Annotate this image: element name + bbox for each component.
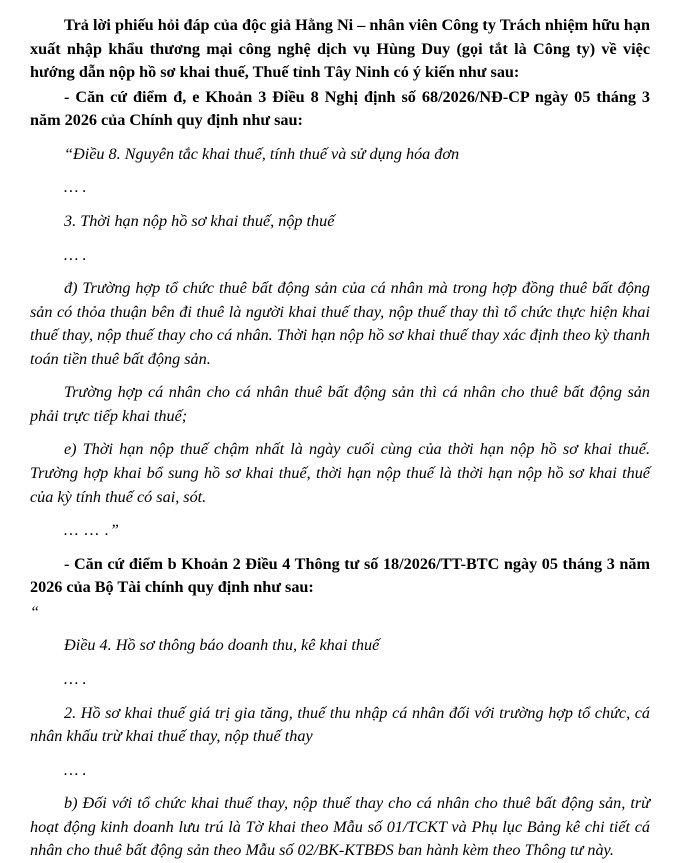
- paragraph-quote-article-8: “Điều 8. Nguyên tắc khai thuế, tính thuế và sử dụng hóa đơn: [64, 144, 460, 163]
- paragraph-clause-3: 3. Thời hạn nộp hồ sơ khai thuế, nộp thuế: [64, 211, 335, 230]
- paragraph-legal-basis-1: - Căn cứ điểm đ, e Khoản 3 Điều 8 Nghị định số 68/2026/NĐ-CP ngày 05 tháng 3 năm 2026 của Chính quy định như sau:: [30, 87, 650, 130]
- paragraph-ellipsis-1: … .: [64, 178, 87, 197]
- paragraph-quote-article-4: Điều 4. Hồ sơ thông báo doanh thu, kê khai thuế: [64, 636, 380, 655]
- paragraph-quote-open: “: [30, 602, 40, 621]
- paragraph-intro: Trả lời phiếu hỏi đáp của độc giả Hằng Ni – nhân viên Công ty Trách nhiệm hữu hạn xuất nhập khẩu thương mại công nghệ dịch vụ Hùng Duy (gọi tắt là Công ty) về việc hướng dẫn nộp hồ sơ khai thuế, Thuế tỉnh Tây Ninh có ý kiến như sau:: [30, 16, 650, 82]
- paragraph-ellipsis-2: … .: [64, 245, 87, 264]
- paragraph-ellipsis-4: … .: [64, 669, 87, 688]
- paragraph-point-e: e) Thời hạn nộp thuế chậm nhất là ngày cuối cùng của thời hạn nộp hồ sơ khai thuế. Trường hợp khai bổ sung hồ sơ khai thuế, thời hạn nộp thuế là thời hạn nộp hồ sơ khai thuế của kỳ tính thuế có sai, sót.: [30, 440, 650, 506]
- paragraph-clause-2: 2. Hồ sơ khai thuế giá trị gia tăng, thuế thu nhập cá nhân đối với trường hợp tổ chức, cá nhân khấu trừ khai thuế thay, nộp thuế thay: [30, 703, 650, 746]
- paragraph-point-d: đ) Trường hợp tổ chức thuê bất động sản của cá nhân mà trong hợp đồng thuê bất động sản có thỏa thuận bên đi thuê là người khai thuế thay, nộp thuế thay thì tổ chức thực hiện khai thuế thay, nộp thuế thay cho cá nhân. Thời hạn nộp hồ sơ khai thuế thay xác định theo kỳ thanh toán tiền thuê bất động sản.: [30, 279, 650, 368]
- paragraph-ellipsis-5: … .: [64, 760, 87, 779]
- paragraph-ellipsis-3: … … .”: [64, 521, 120, 540]
- paragraph-point-d-second: Trường hợp cá nhân cho cá nhân thuê bất động sản thì cá nhân cho thuê bất động sản phải trực tiếp khai thuế;: [30, 383, 650, 425]
- paragraph-legal-basis-2: - Căn cứ điểm b Khoản 2 Điều 4 Thông tư số 18/2026/TT-BTC ngày 05 tháng 3 năm 2026 của Bộ Tài chính quy định như sau:: [30, 554, 650, 597]
- paragraph-point-b: b) Đối với tổ chức khai thuế thay, nộp thuế thay cho cá nhân cho thuê bất động sản, trừ hoạt động kinh doanh lưu trú là Tờ khai theo Mẫu số 01/TCKT và Phụ lục Bảng kê chi tiết cá nhân cho thuê bất động sản theo Mẫu số 02/BK-KTBĐS ban hành kèm theo Thông tư này.: [30, 794, 650, 860]
